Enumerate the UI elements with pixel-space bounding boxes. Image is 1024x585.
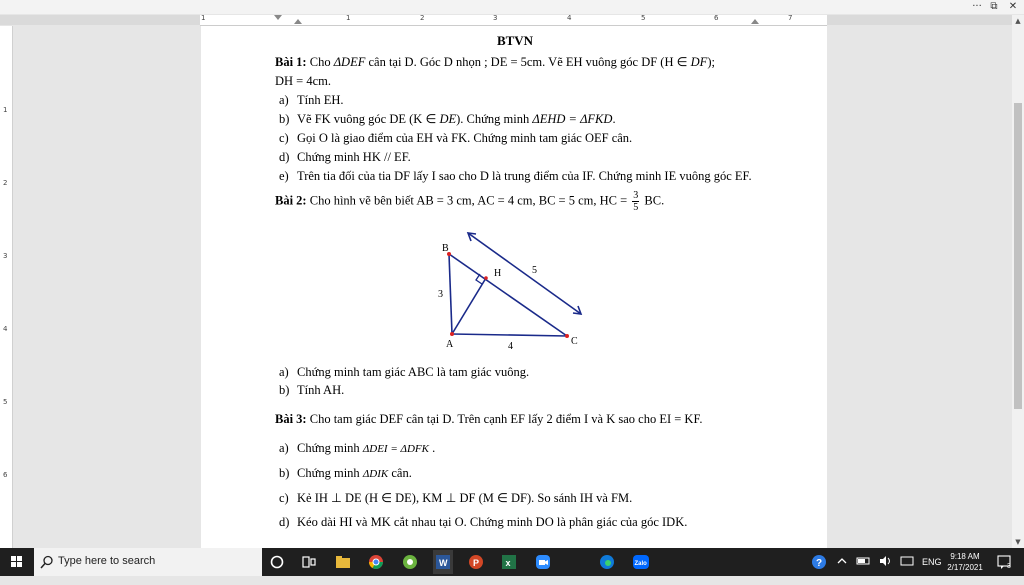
item-text: . xyxy=(612,112,616,126)
battery-icon[interactable] xyxy=(856,555,872,583)
ruler-number: 6 xyxy=(714,14,719,22)
bai1-label: Bài 1: xyxy=(275,55,307,69)
math: DF xyxy=(690,55,708,69)
notification-icon xyxy=(996,554,1014,570)
item-text: Gọi O là giao điểm của EH và FK. Chứng minh tam giác OEF cân. xyxy=(297,131,633,145)
item-text: Kẻ IH ⊥ DE (H ∈ DE), KM ⊥ DF (M ∈ DF). So sánh IH và FM. xyxy=(297,491,633,505)
label-h: H xyxy=(494,268,502,279)
volume-icon[interactable] xyxy=(878,555,894,583)
close-button[interactable]: ✕ xyxy=(1008,1,1018,12)
item-text: Chứng minh HK // EF. xyxy=(297,150,411,164)
item-label: a) xyxy=(279,365,289,379)
language-indicator[interactable]: ENG xyxy=(922,557,942,567)
list-item xyxy=(275,382,755,398)
item-label: c) xyxy=(279,131,289,145)
list-item xyxy=(275,148,755,167)
label-bc-length: 5 xyxy=(532,265,537,276)
restore-button[interactable]: ⧉ xyxy=(990,1,998,12)
item-label: b) xyxy=(279,112,290,126)
segment-ah xyxy=(452,278,486,334)
item-text: . xyxy=(428,441,436,455)
item-label: c) xyxy=(279,491,289,505)
taskbar xyxy=(0,548,1024,576)
ruler-margin-left xyxy=(0,15,200,25)
ruler-number: 1 xyxy=(201,14,206,22)
scroll-up-icon[interactable]: ▲ xyxy=(1015,17,1021,25)
ruler-number: 2 xyxy=(3,179,8,187)
windows-logo-icon xyxy=(0,548,34,576)
window-title-bar xyxy=(0,0,1024,14)
file-explorer-icon[interactable] xyxy=(333,552,353,572)
page-title: BTVN xyxy=(496,33,534,48)
item-label: b) xyxy=(279,466,290,480)
label-c: C xyxy=(571,336,578,347)
search-icon xyxy=(40,555,54,569)
item-text: ). Chứng minh xyxy=(456,112,533,126)
item-label: b) xyxy=(279,383,290,397)
cortana-icon[interactable] xyxy=(267,552,287,572)
item-text: Chứng minh tam giác ABC là tam giác vuông. xyxy=(297,365,530,379)
list-item xyxy=(275,436,755,461)
indent-marker-icon[interactable] xyxy=(294,19,302,24)
search-placeholder: Type here to search xyxy=(58,555,156,567)
zalo-label: Zalo xyxy=(634,561,647,567)
spacer xyxy=(275,398,755,410)
powerpoint-icon[interactable] xyxy=(466,552,486,572)
item-text: Trên tia đối của tia DF lấy I sao cho D là trung điểm của IF. Chứng minh IE vuông góc EF. xyxy=(297,169,752,183)
start-button[interactable] xyxy=(0,548,34,576)
label-b: B xyxy=(442,243,449,254)
spacer xyxy=(275,429,755,436)
ruler-number: 5 xyxy=(641,14,646,22)
notifications-button[interactable] xyxy=(996,554,1014,582)
math: ΔDIK xyxy=(362,468,389,480)
label-ac-length: 4 xyxy=(508,341,513,352)
vertical-scrollbar[interactable] xyxy=(1012,15,1024,548)
ruler-number: 5 xyxy=(3,398,8,406)
item-text: Chứng minh xyxy=(297,441,363,455)
ruler-number: 3 xyxy=(493,14,498,22)
bai2-intro xyxy=(275,190,755,213)
fraction-numerator: 3 xyxy=(633,190,639,201)
svg-text:?: ? xyxy=(816,558,823,569)
math: DE xyxy=(439,112,457,126)
list-item xyxy=(275,91,755,110)
item-label: a) xyxy=(279,93,289,107)
bai1-intro-line2: DH = 4cm. xyxy=(275,74,331,88)
task-view-icon[interactable] xyxy=(299,552,319,572)
bai3-label: Bài 3: xyxy=(275,412,307,426)
item-text: Chứng minh xyxy=(297,466,363,480)
clock-time: 9:18 AM xyxy=(950,552,980,561)
segment-ac xyxy=(452,334,567,336)
clock-date: 2/17/2021 xyxy=(947,563,983,572)
item-text: Kéo dài HI và MK cắt nhau tại O. Chứng minh DO là phân giác của góc IDK. xyxy=(297,515,688,529)
text: cân tại D. Góc D nhọn ; DE = 5cm. Vẽ EH vuông góc DF (H ∈ xyxy=(365,55,691,69)
ruler-number: 1 xyxy=(3,106,8,114)
bai3-intro xyxy=(275,410,755,429)
list-item xyxy=(275,167,755,186)
ruler-number: 4 xyxy=(3,325,8,333)
document-page[interactable] xyxy=(201,26,827,548)
length-arrow-bc xyxy=(468,233,581,314)
app-green-icon[interactable] xyxy=(400,552,420,572)
point-h xyxy=(484,276,488,280)
item-label: d) xyxy=(279,150,290,164)
label-a: A xyxy=(446,339,454,350)
svg-text:P: P xyxy=(473,558,480,568)
taskbar-search-box[interactable] xyxy=(34,548,262,576)
chevron-up-icon[interactable] xyxy=(836,555,848,583)
item-text: cân. xyxy=(388,466,412,480)
triangle-figure xyxy=(275,213,755,363)
text: ); xyxy=(707,55,715,69)
system-clock[interactable] xyxy=(944,551,986,573)
item-label: d) xyxy=(279,515,290,529)
segment-bc xyxy=(449,254,567,336)
math: ΔDEI = ΔDFK xyxy=(362,443,429,455)
notification-count: 3 xyxy=(1007,563,1011,570)
ruler-number: 2 xyxy=(420,14,425,22)
segment-ab xyxy=(449,254,452,334)
zalo-icon[interactable] xyxy=(631,552,651,572)
label-ab-length: 3 xyxy=(438,289,443,300)
item-label: a) xyxy=(279,441,289,455)
list-item xyxy=(275,461,755,486)
ruler-number: 4 xyxy=(567,14,572,22)
list-item xyxy=(275,110,755,129)
triangle-diagram xyxy=(425,213,595,363)
math: ΔDEF xyxy=(333,55,366,69)
indent-marker-icon[interactable] xyxy=(274,15,282,20)
indent-marker-icon[interactable] xyxy=(751,19,759,24)
fraction xyxy=(632,190,639,213)
ruler-number: 6 xyxy=(3,471,8,479)
bai2-label: Bài 2: xyxy=(275,193,307,208)
fraction-denominator: 5 xyxy=(633,202,639,213)
list-item xyxy=(275,486,755,510)
text: BC. xyxy=(641,193,665,208)
item-text: Tính EH. xyxy=(297,93,344,107)
more-options-button[interactable]: ··· xyxy=(972,1,982,12)
chrome-icon[interactable] xyxy=(366,552,386,572)
svg-text:x: x xyxy=(505,558,511,568)
word-icon[interactable] xyxy=(433,550,453,574)
item-label: e) xyxy=(279,169,289,183)
text: Cho hình vẽ bên biết AB = 3 cm, AC = 4 cm, BC = 5 cm, HC = xyxy=(306,193,631,208)
text: Cho xyxy=(306,55,334,69)
excel-icon[interactable] xyxy=(499,552,519,572)
scroll-thumb[interactable] xyxy=(1014,103,1022,409)
point-a xyxy=(450,332,454,336)
bai1-intro xyxy=(275,53,755,72)
list-item xyxy=(275,510,755,534)
item-text: Vẽ FK vuông góc DE (K ∈ xyxy=(297,112,440,126)
list-item xyxy=(275,363,755,382)
ruler-margin-right xyxy=(827,15,1024,25)
ruler-number: 1 xyxy=(346,14,351,22)
vertical-ruler[interactable] xyxy=(0,26,13,548)
help-icon[interactable] xyxy=(811,554,827,582)
scroll-down-icon[interactable]: ▼ xyxy=(1015,538,1021,546)
edge-icon[interactable] xyxy=(597,552,617,572)
network-icon[interactable] xyxy=(900,555,914,583)
zoom-icon[interactable] xyxy=(533,552,553,572)
svg-text:W: W xyxy=(439,558,448,568)
text: Cho tam giác DEF cân tại D. Trên cạnh EF lấy 2 điểm I và K sao cho EI = KF. xyxy=(306,412,703,426)
ruler-number: 7 xyxy=(788,14,793,22)
item-text: Tính AH. xyxy=(297,383,345,397)
list-item xyxy=(275,129,755,148)
ruler-number: 3 xyxy=(3,252,8,260)
math: ΔEHD = ΔFKD xyxy=(532,112,613,126)
document-body[interactable] xyxy=(275,33,755,534)
horizontal-ruler[interactable] xyxy=(200,15,827,26)
point-c xyxy=(565,334,569,338)
